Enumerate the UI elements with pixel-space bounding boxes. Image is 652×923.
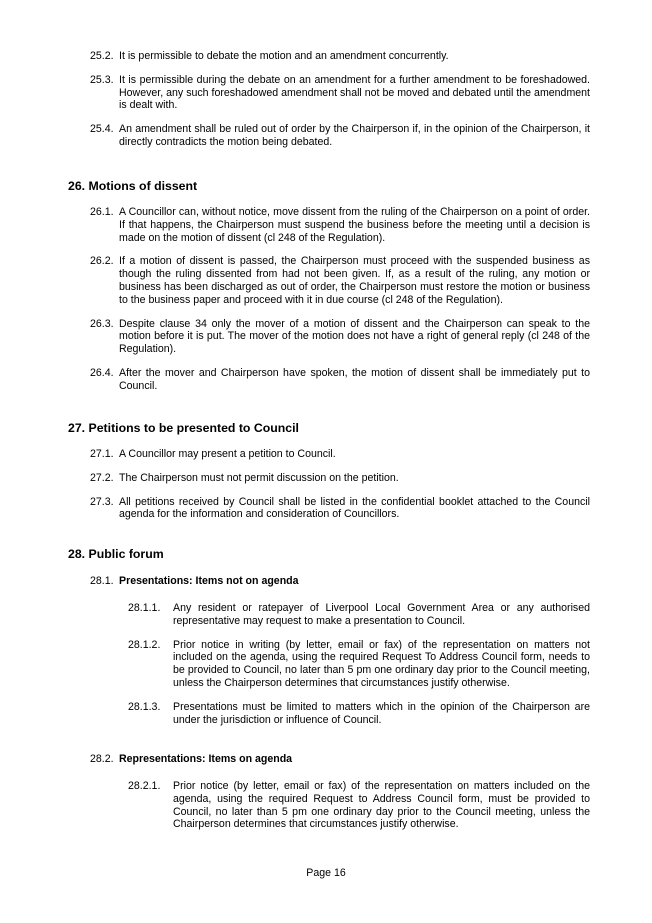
clause-number: 25.4.: [90, 123, 114, 136]
subsection-28-1-heading: [90, 575, 299, 588]
clause-text: A Councillor may present a petition to Council.: [119, 448, 336, 460]
subsection-number: 28.2.: [90, 753, 114, 765]
clause-28-1-3: [128, 701, 590, 727]
subsection-title: Representations: Items on agenda: [119, 753, 293, 765]
clause-28-2-1: [128, 780, 590, 831]
subsection-number: 28.1.: [90, 575, 114, 587]
clause-text: Despite clause 34 only the mover of a motion of dissent and the Chairperson can speak to the motion before it is put. The mover of the motion does not have a right of general reply (cl 248 of the Regulation).: [119, 317, 590, 356]
clause-number: 27.2.: [90, 471, 114, 484]
subsection-28-1-list: [128, 602, 590, 737]
clause-text: Presentations must be limited to matters which in the opinion of the Chairperson are under the jurisdiction or influence of Council.: [173, 700, 590, 726]
clause-text: An amendment shall be ruled out of order by the Chairperson if, in the opinion of the Chairperson, it directly contradicts the motion being debated.: [119, 123, 590, 148]
clause-text: Prior notice in writing (by letter, email or fax) of the representation on matters not included on the agenda, using the required Request To Address Council form, needs to be provided to Council, no later than 5 pm one ordinary day prior to the Council meeting, unless the Chairperson determines that circumstances justify otherwise.: [173, 638, 590, 689]
section-26-heading: 26. Motions of dissent: [68, 179, 198, 193]
clause-number: 28.2.1.: [128, 780, 161, 792]
clause-number: 25.3.: [90, 73, 114, 86]
clause-28-1-1: [128, 602, 590, 628]
clause-28-1-2: [128, 639, 590, 690]
clause-text: It is permissible to debate the motion and an amendment concurrently.: [119, 50, 449, 62]
clause-27-3: [90, 496, 590, 522]
clause-text: All petitions received by Council shall be listed in the confidential booklet attached to the Council agenda for the information and consideration of Councillors.: [119, 495, 590, 521]
subsection-28-2-heading: [90, 753, 292, 766]
clause-number: 25.2.: [90, 50, 114, 62]
clause-text: It is permissible during the debate on an amendment for a further amendment to be foreshadowed. However, any such foreshadowed amendment shall not be moved and debated until the amendment is dealt with.: [119, 73, 590, 112]
clause-number: 28.1.2.: [128, 638, 161, 651]
page-number: Page 16: [306, 867, 346, 879]
section-27-list: [90, 448, 590, 532]
clause-number: 27.1.: [90, 448, 114, 460]
clause-number: 28.1.1.: [128, 602, 161, 614]
clause-27-1: [90, 448, 590, 461]
clause-number: 26.2.: [90, 255, 114, 268]
clause-number: 26.4.: [90, 366, 114, 379]
clause-text: If a motion of dissent is passed, the Chairperson must proceed with the suspended business as though the ruling dissented from had not been given. If, as a result of the ruling, any motion or business has been discharged as out of order, the Chairperson must restore the motion or business to the business paper and proceed with it in due course (cl 248 of the Regulation).: [119, 255, 590, 306]
clause-text: The Chairperson must not permit discussion on the petition.: [119, 471, 399, 484]
clause-number: 28.1.3.: [128, 700, 161, 713]
clause-26-3: [90, 318, 590, 356]
clause-26-4: [90, 367, 590, 393]
clause-25-2: [90, 50, 590, 63]
clause-number: 27.3.: [90, 495, 114, 508]
clause-text: Prior notice (by letter, email or fax) of the representation on matters included on the agenda, using the required Request to Address Council form, must be provided to Council, no later than 5 pm one ordinary day prior to the Council meeting, unless the Chairperson determines that circumstances justify otherwise.: [173, 780, 590, 831]
section-27-heading: 27. Petitions to be presented to Council: [68, 421, 299, 435]
clause-25-3: [90, 74, 590, 112]
section-26-list: [90, 206, 590, 404]
clause-text: A Councillor can, without notice, move dissent from the ruling of the Chairperson on a point of order. If that happens, the Chairperson must suspend the business before the meeting until a decision is made on the motion of dissent (cl 248 of the Regulation).: [119, 206, 590, 244]
clause-number: 26.1.: [90, 206, 114, 218]
clause-text: Any resident or ratepayer of Liverpool Local Government Area or any authorised representative may request to make a presentation to Council.: [173, 602, 590, 627]
clause-26-1: [90, 206, 590, 244]
clause-26-2: [90, 255, 590, 306]
clause-number: 26.3.: [90, 317, 114, 330]
clause-text: After the mover and Chairperson have spoken, the motion of dissent shall be immediately put to Council.: [119, 366, 590, 392]
subsection-title: Presentations: Items not on agenda: [119, 575, 299, 587]
clause-27-2: [90, 472, 590, 485]
section-25-list: [90, 50, 590, 160]
subsection-28-2-list: [128, 780, 590, 842]
clause-25-4: [90, 123, 590, 149]
section-28-heading: 28. Public forum: [68, 547, 164, 561]
